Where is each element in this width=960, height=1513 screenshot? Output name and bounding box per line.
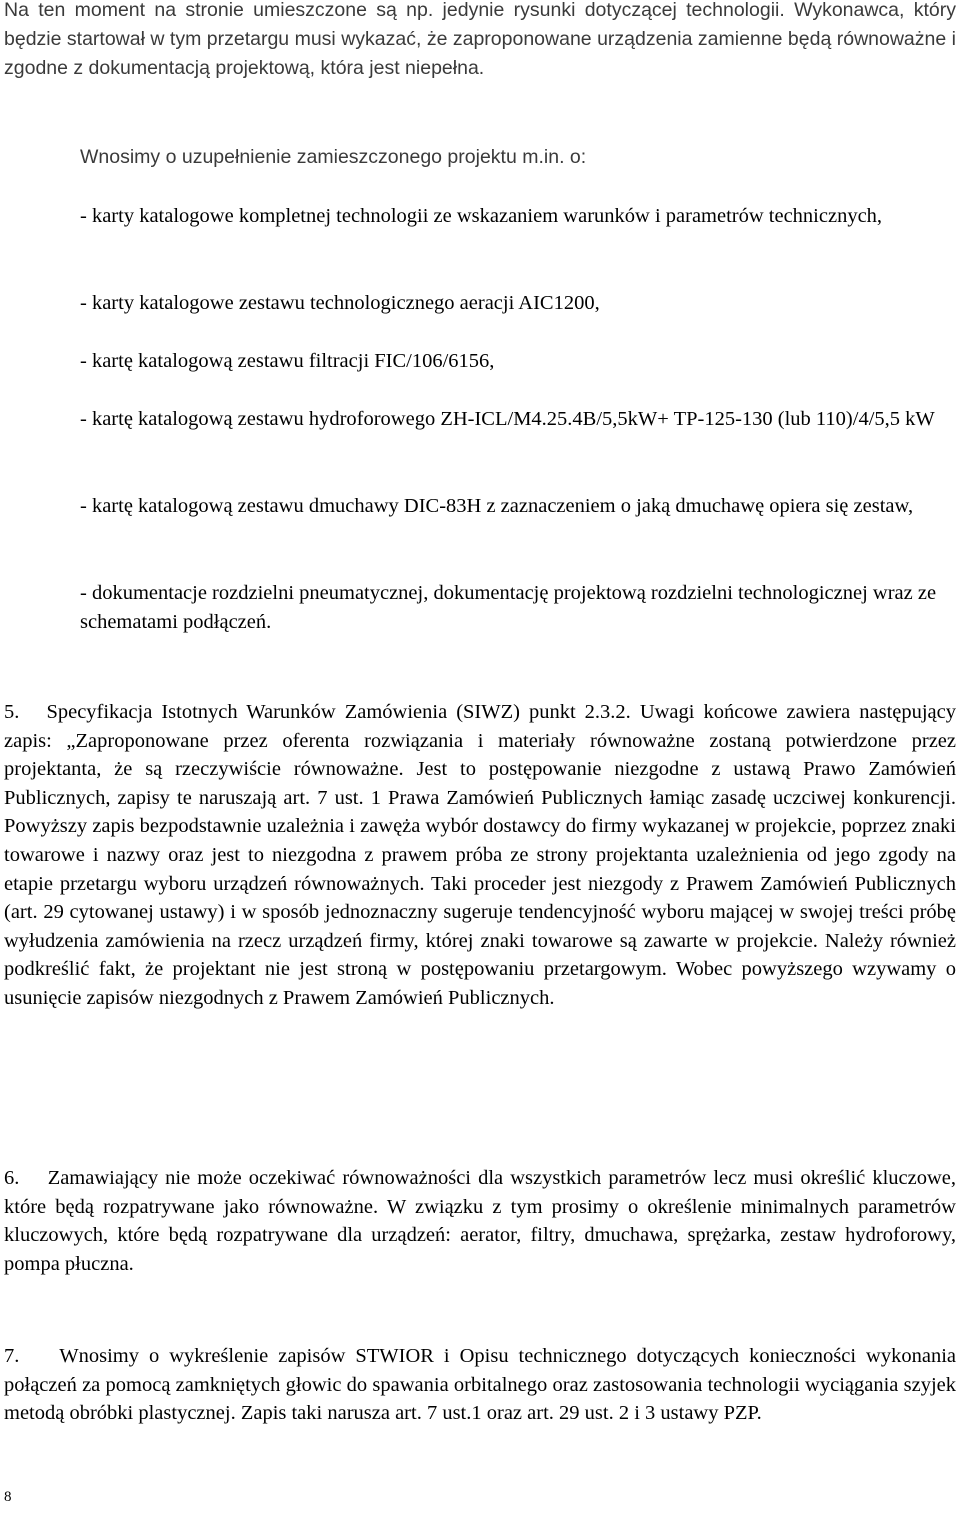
section-6-paragraph xyxy=(4,1164,956,1278)
requested-document-item xyxy=(80,579,940,636)
requested-document-item xyxy=(80,202,940,231)
requested-document-item xyxy=(80,405,940,434)
requested-document-text: - karty katalogowe kompletnej technologii ze wskazaniem warunków i parametrów technicznych, xyxy=(80,205,883,227)
page-number: 8 xyxy=(4,1489,12,1505)
requested-document-text: - kartę katalogową zestawu hydroforowego ZH-ICL/M4.25.4B/5,5kW+ TP-125-130 (lub 110)/4/5,5 kW xyxy=(80,408,935,430)
intro-paragraph xyxy=(4,0,956,83)
request-lead-text: Wnosimy o uzupełnienie zamieszczonego projektu m.in. o: xyxy=(80,146,587,168)
intro-text: Na ten moment na stronie umieszczone są np. jedynie rysunki dotyczącej technologii. Wykonawca, który będzie startował w tym przetargu musi wykazać, że zaproponowane urządzenia zamienne będą równoważne i zgodne z dokumentacją projektową, która jest niepełna. xyxy=(4,0,956,79)
requested-document-text: - dokumentacje rozdzielni pneumatycznej, dokumentację projektową rozdzielni technologicznej wraz ze schematami podłączeń. xyxy=(80,582,937,633)
section-number: 7. xyxy=(4,1345,20,1367)
requested-document-text: - karty katalogowe zestawu technologicznego aeracji AIC1200, xyxy=(80,292,600,314)
requested-document-item xyxy=(80,289,940,318)
section-text: Zamawiający nie może oczekiwać równoważności dla wszystkich parametrów lecz musi określić kluczowe, które będą rozpatrywane jako równoważne. W związku z tym prosimy o określenie minimalnych parametrów kluczowych, które będą rozpatrywane dla urządzeń: aerator, filtry, dmuchawa, sprężarka, zestaw hydroforowy, pompa płuczna. xyxy=(4,1167,956,1275)
section-number: 5. xyxy=(4,701,20,723)
requested-document-item xyxy=(80,347,940,376)
requested-document-text: - kartę katalogową zestawu dmuchawy DIC-83H z zaznaczeniem o jaką dmuchawę opiera się zestaw, xyxy=(80,495,914,517)
section-number: 6. xyxy=(4,1167,20,1189)
requested-document-text: - kartę katalogową zestawu filtracji FIC/106/6156, xyxy=(80,350,495,372)
section-text: Wnosimy o wykreślenie zapisów STWIOR i Opisu technicznego dotyczących konieczności wykonania połączeń za pomocą zamkniętych głowic do spawania orbitalnego oraz zastosowania technologii wyciągania szyjek metodą obróbki plastycznej. Zapis taki narusza art. 7 ust.1 oraz art. 29 ust. 2 i 3 ustawy PZP. xyxy=(4,1345,957,1425)
request-lead-paragraph xyxy=(80,143,940,172)
section-5-paragraph xyxy=(4,698,956,1013)
section-7-paragraph xyxy=(4,1342,956,1428)
section-text: Specyfikacja Istotnych Warunków Zamówienia (SIWZ) punkt 2.3.2. Uwagi końcowe zawiera następujący zapis: „Zaproponowane przez oferenta rozwiązania i materiały równoważne zostaną potwierdzone przez projektanta, że są rzeczywiście równoważne. Jest to postępowanie niezgodne z ustawą Prawo Zamówień Publicznych, zapisy te naruszają art. 7 ust. 1 Prawa Zamówień Publicznych łamiąc zasadę uczciwej konkurencji. Powyższy zapis bezpodstawnie uzależnia i zawęża wybór dostawcy do firmy wykazanej w projekcie, poprzez znaki towarowe i nazwy oraz jest to niezgodna z prawem próba ze strony projektanta uzależnienia od jego zgody na etapie przetargu wyboru urządzeń równoważnych. Taki proceder jest niezgody z Prawem Zamówień Publicznych (art. 29 cytowanej ustawy) i w sposób jednoznaczny sugeruje tendencyjność wyboru mającej w swojej treści próbę wyłudzenia zamówienia na rzecz urządzeń firmy, której znaki towarowe są zawarte w projekcie. Należy również podkreślić fakt, że projektant nie jest stroną w postępowaniu przetargowym. Wobec powyższego wzywamy o usunięcie zapisów niezgodnych z Prawem Zamówień Publicznych. xyxy=(4,701,957,1009)
requested-document-item xyxy=(80,492,940,521)
